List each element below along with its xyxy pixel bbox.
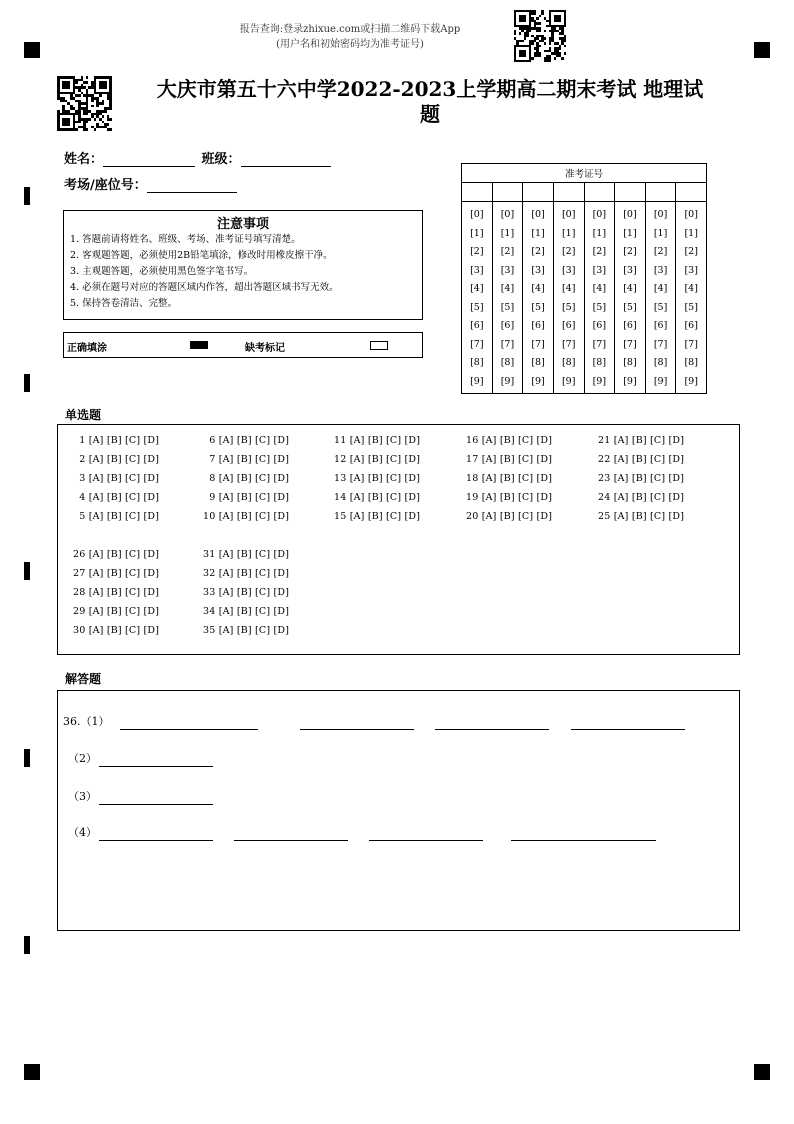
- id-digit-column: [523, 202, 554, 394]
- choice-question[interactable]: [203, 511, 289, 522]
- id-digit-bubble[interactable]: [1]: [531, 227, 545, 239]
- id-digit-bubble[interactable]: [4]: [653, 283, 668, 294]
- id-digit-bubble[interactable]: [8]: [592, 357, 607, 368]
- answer-line[interactable]: [120, 729, 258, 730]
- id-digit-bubble[interactable]: [7]: [500, 338, 515, 350]
- id-digit-bubble[interactable]: [1]: [500, 227, 515, 239]
- question-number: 11: [334, 435, 347, 446]
- id-digit-bubble[interactable]: [0]: [653, 209, 668, 220]
- id-digit-bubble[interactable]: [6]: [653, 320, 668, 331]
- id-digit-write-cell[interactable]: [584, 183, 615, 202]
- class-input[interactable]: [241, 152, 331, 167]
- id-digit-bubble[interactable]: [3]: [623, 264, 637, 276]
- choice-question[interactable]: [334, 511, 420, 522]
- id-digit-bubble[interactable]: [6]: [684, 320, 698, 331]
- choice-question[interactable]: [203, 549, 289, 560]
- id-digit-bubble[interactable]: [0]: [592, 209, 607, 220]
- answer-options[interactable]: [A] [B] [C] [D]: [346, 492, 421, 503]
- exam-id-title: 准考证号: [462, 164, 707, 183]
- notice-box: [63, 210, 423, 320]
- id-digit-bubble[interactable]: [2]: [561, 246, 576, 257]
- id-digit-bubble[interactable]: [8]: [684, 357, 698, 368]
- id-digit-column: [553, 202, 584, 394]
- choice-question[interactable]: [203, 568, 289, 579]
- id-digit-bubble[interactable]: [3]: [500, 264, 515, 276]
- answer-options[interactable]: [A] [B] [C] [D]: [478, 511, 553, 522]
- id-digit-bubble[interactable]: [5]: [561, 301, 576, 313]
- corner-mark: [754, 1064, 770, 1080]
- id-digit-bubble[interactable]: [6]: [623, 320, 637, 331]
- notice-item: 3. 主观题答题，必须使用黑色签字笔书写。: [70, 266, 254, 277]
- id-digit-column: [462, 202, 493, 394]
- id-digit-bubble[interactable]: [4]: [561, 283, 576, 294]
- choice-question[interactable]: [73, 587, 159, 598]
- id-digit-bubble[interactable]: [4]: [531, 283, 545, 294]
- id-digit-bubble[interactable]: [8]: [623, 357, 637, 368]
- question-number: 18: [466, 473, 479, 484]
- id-digit-bubble[interactable]: [7]: [561, 338, 576, 350]
- id-digit-bubble[interactable]: [2]: [531, 246, 545, 257]
- question-number: 29: [73, 606, 86, 617]
- correct-fill-mark: [190, 341, 208, 349]
- answer-options[interactable]: [A] [B] [C] [D]: [85, 454, 160, 465]
- absent-mark-box[interactable]: [370, 341, 388, 350]
- question-number: 26: [73, 549, 86, 560]
- question-number: 30: [73, 625, 86, 636]
- id-digit-bubble[interactable]: [0]: [623, 209, 637, 220]
- choice-question[interactable]: [73, 473, 159, 484]
- id-digit-bubble[interactable]: [4]: [470, 283, 484, 294]
- answer-options[interactable]: [A] [B] [C] [D]: [610, 435, 685, 446]
- choice-question[interactable]: [598, 473, 684, 484]
- id-digit-bubble[interactable]: [2]: [653, 246, 668, 257]
- id-digit-bubble[interactable]: [9]: [500, 375, 515, 387]
- seat-input[interactable]: [147, 178, 237, 193]
- answer-options[interactable]: [A] [B] [C] [D]: [215, 492, 290, 503]
- answer-options[interactable]: [A] [B] [C] [D]: [478, 473, 553, 484]
- report-query-line2: (用户名和初始密码均为准考证号): [276, 39, 424, 50]
- answer-options[interactable]: [A] [B] [C] [D]: [478, 492, 553, 503]
- name-label: 姓名：: [64, 152, 104, 167]
- answer-options[interactable]: [A] [B] [C] [D]: [85, 549, 160, 560]
- timing-mark: [24, 374, 30, 392]
- qr-code-icon: [57, 76, 112, 131]
- answer-options[interactable]: [A] [B] [C] [D]: [346, 511, 421, 522]
- answer-line[interactable]: [300, 729, 414, 730]
- correct-fill-label: 正确填涂: [67, 343, 107, 354]
- id-digit-bubble[interactable]: [7]: [623, 338, 637, 350]
- id-digit-column: [584, 202, 615, 394]
- id-digit-bubble[interactable]: [5]: [653, 301, 668, 313]
- exam-title-line2: 题: [420, 102, 440, 126]
- answer-options[interactable]: [A] [B] [C] [D]: [215, 473, 290, 484]
- notice-item: 4. 必须在题号对应的答题区域内作答，超出答题区域书写无效。: [70, 282, 339, 293]
- id-digit-column: [492, 202, 523, 394]
- id-digit-bubble[interactable]: [6]: [470, 320, 484, 331]
- choice-answer-box: [57, 424, 740, 655]
- question-number: 20: [466, 511, 479, 522]
- question-number: 16: [466, 435, 479, 446]
- id-digit-write-cell[interactable]: [645, 183, 676, 202]
- choice-question[interactable]: [203, 454, 289, 465]
- id-digit-bubble[interactable]: [0]: [561, 209, 576, 220]
- id-digit-bubble[interactable]: [9]: [531, 375, 545, 387]
- choice-question[interactable]: [73, 606, 159, 617]
- question-number: 25: [598, 511, 611, 522]
- id-digit-write-cell[interactable]: [676, 183, 707, 202]
- id-digit-bubble[interactable]: [2]: [592, 246, 607, 257]
- id-digit-bubble[interactable]: [1]: [592, 227, 607, 239]
- timing-mark: [24, 936, 30, 954]
- timing-mark: [24, 562, 30, 580]
- timing-mark: [24, 749, 30, 767]
- choice-section-title: 单选题: [65, 408, 102, 422]
- question-number: 15: [334, 511, 347, 522]
- id-digit-bubble[interactable]: [1]: [561, 227, 576, 239]
- notice-title: 注意事项: [216, 217, 269, 232]
- question-number: 28: [73, 587, 86, 598]
- question-number: 4: [73, 492, 86, 503]
- choice-question[interactable]: [334, 454, 420, 465]
- answer-options[interactable]: [A] [B] [C] [D]: [215, 568, 290, 579]
- id-digit-bubble[interactable]: [3]: [653, 264, 668, 276]
- choice-question[interactable]: [73, 492, 159, 503]
- id-digit-bubble[interactable]: [2]: [684, 246, 698, 257]
- answer-options[interactable]: [A] [B] [C] [D]: [346, 473, 421, 484]
- id-digit-column: [645, 202, 676, 394]
- id-digit-bubble[interactable]: [4]: [592, 283, 607, 294]
- id-digit-bubble[interactable]: [3]: [531, 264, 545, 276]
- class-label: 班级：: [201, 152, 241, 167]
- question-number: 5: [73, 511, 86, 522]
- answer-line[interactable]: [571, 729, 685, 730]
- question-number: 24: [598, 492, 611, 503]
- id-digit-bubble[interactable]: [1]: [684, 227, 698, 239]
- answer-options[interactable]: [A] [B] [C] [D]: [215, 587, 290, 598]
- id-digit-bubble[interactable]: [5]: [470, 301, 484, 313]
- id-digit-bubble[interactable]: [4]: [684, 283, 698, 294]
- id-digit-bubble[interactable]: [5]: [592, 301, 607, 313]
- choice-question[interactable]: [598, 511, 684, 522]
- question-number: 1: [73, 435, 86, 446]
- id-digit-bubble[interactable]: [2]: [500, 246, 515, 257]
- question-number: 17: [466, 454, 479, 465]
- choice-question[interactable]: [73, 435, 159, 446]
- id-digit-bubble[interactable]: [9]: [561, 375, 576, 387]
- answer-options[interactable]: [A] [B] [C] [D]: [478, 454, 553, 465]
- name-field: [64, 148, 331, 167]
- id-digit-bubble[interactable]: [6]: [500, 320, 515, 331]
- id-digit-bubble[interactable]: [0]: [684, 209, 698, 220]
- question-number: 7: [203, 454, 216, 465]
- id-digit-bubble[interactable]: [1]: [470, 227, 484, 239]
- id-digit-bubble[interactable]: [2]: [623, 246, 637, 257]
- choice-question[interactable]: [466, 435, 552, 446]
- id-digit-bubble[interactable]: [6]: [592, 320, 607, 331]
- id-digit-bubble[interactable]: [7]: [592, 338, 607, 350]
- exam-title: [130, 77, 730, 127]
- part-4-label: （4）: [68, 826, 97, 839]
- choice-question[interactable]: [598, 454, 684, 465]
- exam-id-grid: [461, 163, 707, 394]
- id-digit-bubble[interactable]: [8]: [653, 357, 668, 368]
- answer-options[interactable]: [A] [B] [C] [D]: [346, 435, 421, 446]
- answer-options[interactable]: [A] [B] [C] [D]: [85, 625, 160, 636]
- question-number: 27: [73, 568, 86, 579]
- id-digit-write-cell[interactable]: [492, 183, 523, 202]
- question-number: 31: [203, 549, 216, 560]
- choice-question[interactable]: [466, 454, 552, 465]
- id-digit-write-cell[interactable]: [615, 183, 646, 202]
- choice-question[interactable]: [334, 435, 420, 446]
- seat-field: [64, 174, 237, 193]
- exam-title-line1: 大庆市第五十六中学2022-2023上学期高二期末考试 地理试: [156, 77, 704, 101]
- question-number: 13: [334, 473, 347, 484]
- corner-mark: [24, 42, 40, 58]
- answer-options[interactable]: [A] [B] [C] [D]: [85, 587, 160, 598]
- id-digit-bubble[interactable]: [0]: [470, 209, 484, 220]
- answer-line[interactable]: [435, 729, 549, 730]
- answer-options[interactable]: [A] [B] [C] [D]: [346, 454, 421, 465]
- question-number: 35: [203, 625, 216, 636]
- choice-question[interactable]: [203, 492, 289, 503]
- choice-question[interactable]: [203, 606, 289, 617]
- question-number: 9: [203, 492, 216, 503]
- id-digit-bubble[interactable]: [3]: [561, 264, 576, 276]
- answer-options[interactable]: [A] [B] [C] [D]: [610, 492, 685, 503]
- answer-options[interactable]: [A] [B] [C] [D]: [610, 473, 685, 484]
- choice-question[interactable]: [73, 625, 159, 636]
- answer-options[interactable]: [A] [B] [C] [D]: [215, 435, 290, 446]
- answer-options[interactable]: [A] [B] [C] [D]: [478, 435, 553, 446]
- id-digit-bubble[interactable]: [0]: [531, 209, 545, 220]
- answer-line[interactable]: [99, 804, 213, 805]
- question-number: 23: [598, 473, 611, 484]
- id-digit-bubble[interactable]: [6]: [531, 320, 545, 331]
- part-3-label: （3）: [68, 790, 97, 803]
- answer-options[interactable]: [A] [B] [C] [D]: [85, 492, 160, 503]
- id-digit-bubble[interactable]: [5]: [623, 301, 637, 313]
- question-number: 3: [73, 473, 86, 484]
- answer-options[interactable]: [A] [B] [C] [D]: [215, 511, 290, 522]
- answer-options[interactable]: [A] [B] [C] [D]: [215, 625, 290, 636]
- choice-question[interactable]: [334, 473, 420, 484]
- choice-question[interactable]: [73, 568, 159, 579]
- choice-question[interactable]: [598, 492, 684, 503]
- notice-item: 5. 保持答卷清洁、完整。: [70, 298, 178, 309]
- answer-line[interactable]: [369, 840, 483, 841]
- absent-mark-label: 缺考标记: [245, 343, 285, 354]
- choice-question[interactable]: [598, 435, 684, 446]
- choice-question[interactable]: [203, 473, 289, 484]
- answer-options[interactable]: [A] [B] [C] [D]: [85, 568, 160, 579]
- question-number: 19: [466, 492, 479, 503]
- id-digit-bubble[interactable]: [7]: [531, 338, 545, 350]
- answer-options[interactable]: [A] [B] [C] [D]: [215, 454, 290, 465]
- id-digit-bubble[interactable]: [7]: [653, 338, 668, 350]
- question-number: 34: [203, 606, 216, 617]
- choice-question[interactable]: [73, 511, 159, 522]
- choice-question[interactable]: [203, 587, 289, 598]
- question-number: 22: [598, 454, 611, 465]
- id-digit-bubble[interactable]: [8]: [561, 357, 576, 368]
- seat-label: 考场/座位号：: [64, 178, 147, 193]
- question-number: 14: [334, 492, 347, 503]
- id-digit-bubble[interactable]: [8]: [470, 357, 484, 368]
- answer-line[interactable]: [234, 840, 348, 841]
- question-number: 6: [203, 435, 216, 446]
- id-digit-bubble[interactable]: [6]: [561, 320, 576, 331]
- answer-options[interactable]: [A] [B] [C] [D]: [215, 549, 290, 560]
- id-digit-column: [676, 202, 707, 394]
- id-digit-bubble[interactable]: [4]: [500, 283, 515, 294]
- qr-code-icon[interactable]: [514, 10, 566, 62]
- question-number: 2: [73, 454, 86, 465]
- id-digit-bubble[interactable]: [9]: [592, 375, 607, 387]
- id-digit-bubble[interactable]: [3]: [592, 264, 607, 276]
- id-digit-bubble[interactable]: [0]: [500, 209, 515, 220]
- answer-options[interactable]: [A] [B] [C] [D]: [610, 454, 685, 465]
- question-number: 10: [203, 511, 216, 522]
- id-digit-bubble[interactable]: [8]: [531, 357, 545, 368]
- id-digit-bubble[interactable]: [9]: [653, 375, 668, 387]
- choice-question[interactable]: [73, 549, 159, 560]
- question-number: 33: [203, 587, 216, 598]
- id-digit-write-cell[interactable]: [523, 183, 554, 202]
- choice-question[interactable]: [466, 511, 552, 522]
- id-digit-bubble[interactable]: [9]: [470, 375, 484, 387]
- id-digit-bubble[interactable]: [9]: [684, 375, 698, 387]
- question-number: 32: [203, 568, 216, 579]
- answer-options[interactable]: [A] [B] [C] [D]: [85, 473, 160, 484]
- id-digit-bubble[interactable]: [8]: [500, 357, 515, 368]
- id-digit-bubble[interactable]: [3]: [470, 264, 484, 276]
- id-digit-write-cell[interactable]: [553, 183, 584, 202]
- answer-line[interactable]: [99, 766, 213, 767]
- notice-item: 1. 答题前请将姓名、班级、考场、准考证号填写清楚。: [70, 234, 301, 245]
- id-digit-column: [615, 202, 646, 394]
- choice-question[interactable]: [203, 435, 289, 446]
- id-digit-bubble[interactable]: [3]: [684, 264, 698, 276]
- timing-mark: [24, 187, 30, 205]
- id-digit-bubble[interactable]: [1]: [653, 227, 668, 239]
- id-digit-bubble[interactable]: [9]: [623, 375, 637, 387]
- answer-options[interactable]: [A] [B] [C] [D]: [85, 511, 160, 522]
- id-digit-bubble[interactable]: [5]: [684, 301, 698, 313]
- answer-options[interactable]: [A] [B] [C] [D]: [85, 606, 160, 617]
- choice-question[interactable]: [466, 473, 552, 484]
- question-number: 21: [598, 435, 611, 446]
- question-36-label: 36.（1）: [63, 715, 110, 728]
- fill-sample-box: [63, 332, 423, 358]
- report-query-text: [200, 22, 500, 52]
- choice-question[interactable]: [203, 625, 289, 636]
- id-digit-write-cell[interactable]: [462, 183, 493, 202]
- report-query-line1: 报告查询:登录zhixue.com或扫描二维码下载App: [239, 24, 461, 35]
- id-digit-bubble[interactable]: [5]: [500, 301, 515, 313]
- notice-item: 2. 客观题答题，必须使用2B铅笔填涂，修改时用橡皮擦干净。: [70, 250, 333, 261]
- choice-question[interactable]: [334, 492, 420, 503]
- question-number: 8: [203, 473, 216, 484]
- answer-line[interactable]: [511, 840, 656, 841]
- corner-mark: [754, 42, 770, 58]
- answer-box: [57, 690, 740, 931]
- answer-section-title: 解答题: [65, 672, 102, 686]
- choice-question[interactable]: [466, 492, 552, 503]
- answer-options[interactable]: [A] [B] [C] [D]: [85, 435, 160, 446]
- id-digit-bubble[interactable]: [5]: [531, 301, 545, 313]
- choice-question[interactable]: [73, 454, 159, 465]
- question-number: 12: [334, 454, 347, 465]
- answer-options[interactable]: [A] [B] [C] [D]: [610, 511, 685, 522]
- id-digit-bubble[interactable]: [1]: [623, 227, 637, 239]
- id-digit-bubble[interactable]: [7]: [684, 338, 698, 350]
- name-input[interactable]: [103, 152, 195, 167]
- id-digit-bubble[interactable]: [4]: [623, 283, 637, 294]
- answer-options[interactable]: [A] [B] [C] [D]: [215, 606, 290, 617]
- answer-line[interactable]: [99, 840, 213, 841]
- id-digit-bubble[interactable]: [2]: [470, 246, 484, 257]
- corner-mark: [24, 1064, 40, 1080]
- part-2-label: （2）: [68, 752, 97, 765]
- id-digit-bubble[interactable]: [7]: [470, 338, 484, 350]
